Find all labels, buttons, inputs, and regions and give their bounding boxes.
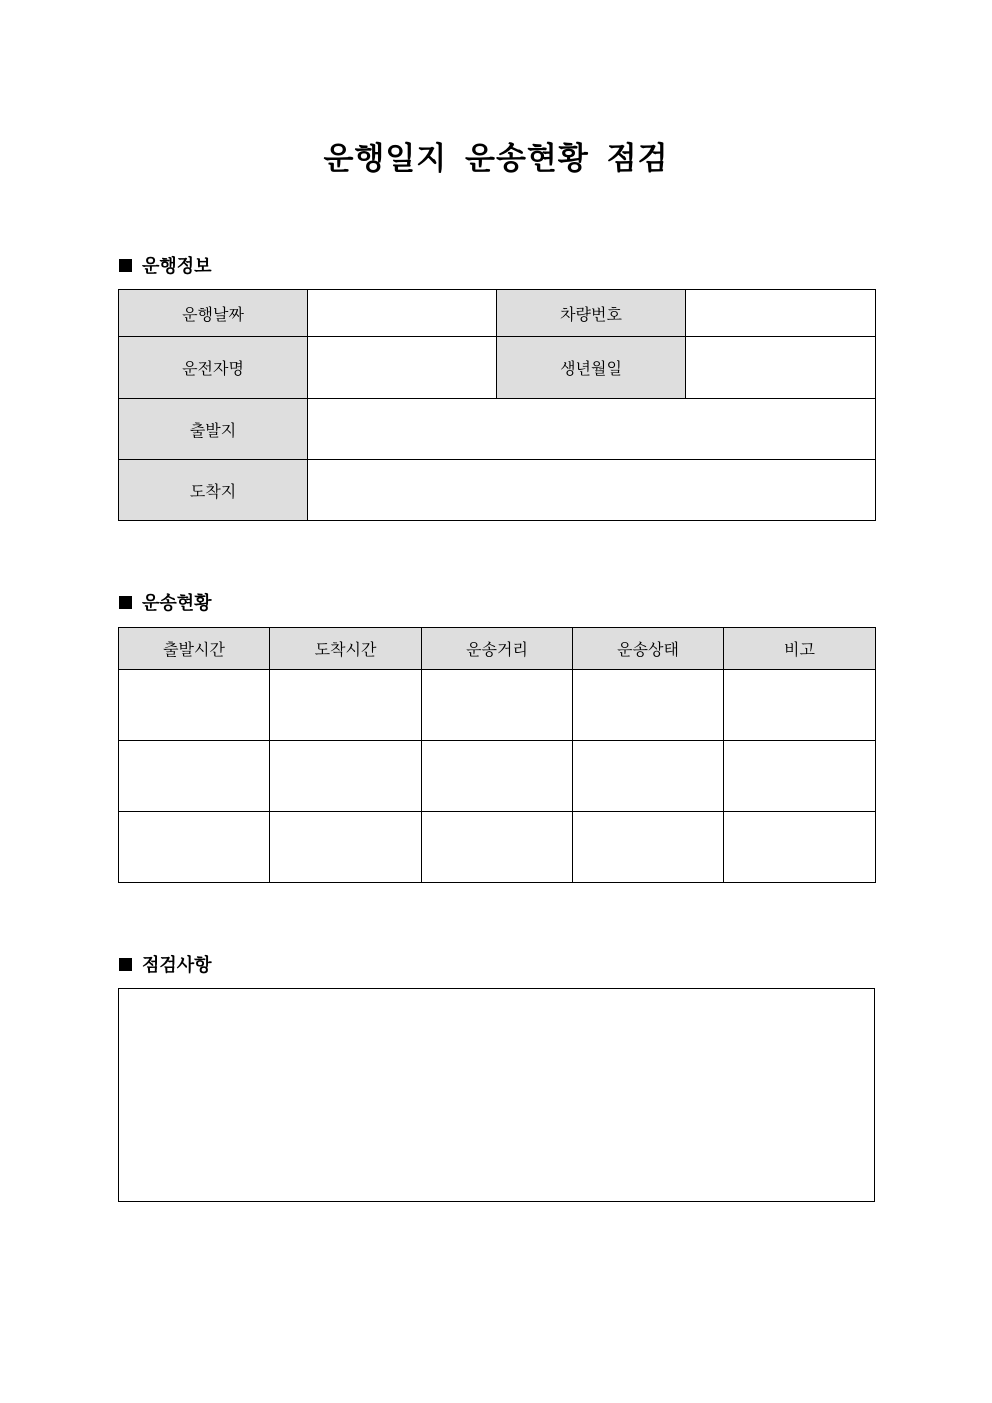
- transport-condition-cell[interactable]: [573, 741, 724, 812]
- transport-distance-header: 운송거리: [422, 628, 573, 670]
- table-row: [119, 812, 876, 883]
- vehicle-number-label: 차량번호: [497, 290, 686, 337]
- arrival-time-cell[interactable]: [270, 670, 422, 741]
- operation-info-row: [119, 290, 876, 337]
- departure-time-header: 출발시간: [119, 628, 270, 670]
- square-bullet-icon: [119, 596, 132, 609]
- departure-time-cell[interactable]: [119, 670, 270, 741]
- transport-header-row: [119, 628, 876, 670]
- birth-date-label: 생년월일: [497, 337, 686, 399]
- transport-status-heading: [119, 590, 212, 614]
- remarks-cell[interactable]: [724, 741, 876, 812]
- square-bullet-icon: [119, 259, 132, 272]
- departure-time-cell[interactable]: [119, 812, 270, 883]
- arrival-time-header: 도착시간: [270, 628, 422, 670]
- departure-field[interactable]: [308, 399, 876, 460]
- arrival-label: 도착지: [119, 460, 308, 521]
- operation-info-table: [118, 289, 876, 521]
- transport-distance-cell[interactable]: [422, 670, 573, 741]
- arrival-field[interactable]: [308, 460, 876, 521]
- arrival-time-cell[interactable]: [270, 741, 422, 812]
- operation-info-heading: [119, 253, 212, 277]
- transport-condition-cell[interactable]: [573, 670, 724, 741]
- transport-status-table: [118, 627, 876, 883]
- transport-distance-cell[interactable]: [422, 812, 573, 883]
- transport-condition-cell[interactable]: [573, 812, 724, 883]
- remarks-header: 비고: [724, 628, 876, 670]
- document-title: 운행일지 운송현황 점검: [323, 141, 669, 177]
- inspection-heading: [119, 952, 212, 976]
- departure-label: 출발지: [119, 399, 308, 460]
- birth-date-field[interactable]: [686, 337, 876, 399]
- transport-condition-header: 운송상태: [573, 628, 724, 670]
- inspection-heading-label: 점검사항: [142, 955, 212, 976]
- drive-date-label: 운행날짜: [119, 290, 308, 337]
- driver-name-label: 운전자명: [119, 337, 308, 399]
- operation-info-row: [119, 337, 876, 399]
- operation-info-row: [119, 399, 876, 460]
- square-bullet-icon: [119, 958, 132, 971]
- transport-distance-cell[interactable]: [422, 741, 573, 812]
- table-row: [119, 741, 876, 812]
- operation-info-row: [119, 460, 876, 521]
- transport-status-heading-label: 운송현황: [142, 593, 212, 614]
- table-row: [119, 670, 876, 741]
- driver-name-field[interactable]: [308, 337, 497, 399]
- arrival-time-cell[interactable]: [270, 812, 422, 883]
- departure-time-cell[interactable]: [119, 741, 270, 812]
- operation-info-heading-label: 운행정보: [142, 256, 212, 277]
- vehicle-number-field[interactable]: [686, 290, 876, 337]
- drive-date-field[interactable]: [308, 290, 497, 337]
- remarks-cell[interactable]: [724, 812, 876, 883]
- remarks-cell[interactable]: [724, 670, 876, 741]
- inspection-notes-field[interactable]: [118, 988, 875, 1202]
